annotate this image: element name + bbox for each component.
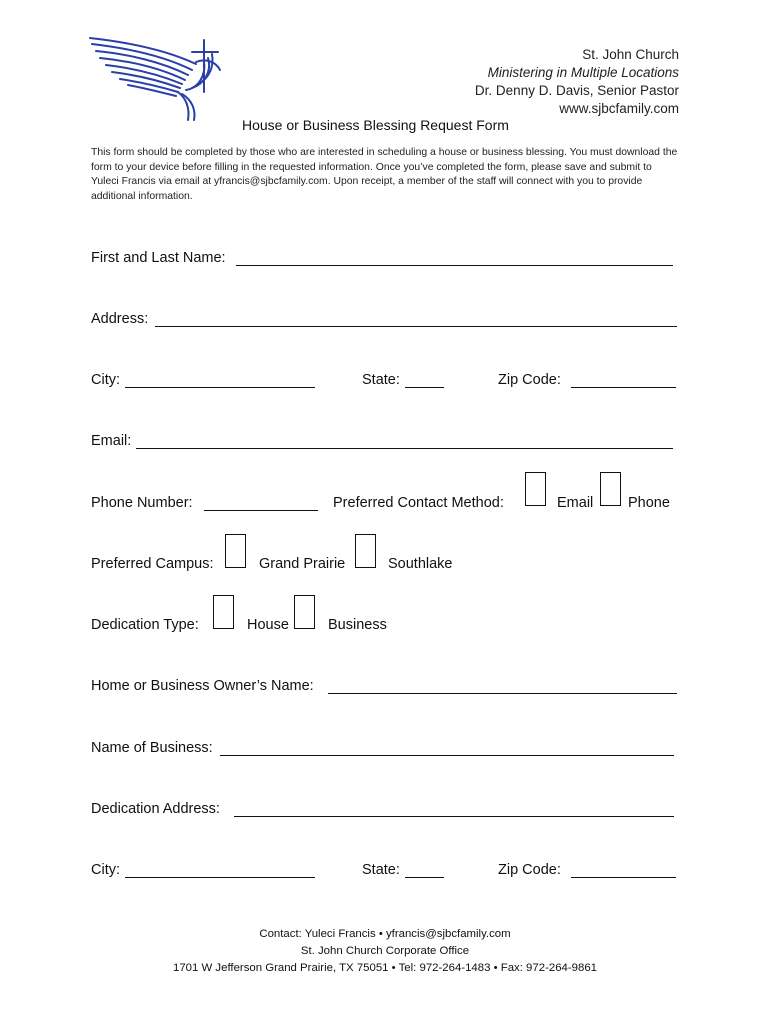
- campus-label: Preferred Campus:: [91, 556, 214, 572]
- phone-label: Phone Number:: [91, 495, 193, 511]
- name-label: First and Last Name:: [91, 250, 226, 266]
- city-label: City:: [91, 372, 120, 388]
- campus-southlake-label: Southlake: [388, 556, 453, 572]
- owner-name-label: Home or Business Owner’s Name:: [91, 678, 314, 694]
- dedication-business-checkbox[interactable]: [294, 595, 315, 629]
- footer-contact: Contact: Yuleci Francis • yfrancis@sjbcfamily.com: [259, 928, 511, 940]
- dedication-city-label: City:: [91, 862, 120, 878]
- footer-office: St. John Church Corporate Office: [300, 945, 470, 957]
- dedication-state-label: State:: [362, 862, 400, 878]
- dedication-house-checkbox[interactable]: [213, 595, 234, 629]
- dedication-zip-field[interactable]: [571, 877, 676, 878]
- business-name-field[interactable]: [220, 755, 674, 756]
- campus-southlake-checkbox[interactable]: [355, 534, 376, 568]
- state-field[interactable]: [405, 387, 444, 388]
- dove-cross-icon: [86, 32, 236, 124]
- dedication-zip-label: Zip Code:: [498, 862, 561, 878]
- name-field[interactable]: [236, 265, 673, 266]
- dedication-state-field[interactable]: [405, 877, 444, 878]
- email-label: Email:: [91, 433, 132, 449]
- church-name: St. John Church: [582, 47, 679, 62]
- dedication-address-field[interactable]: [234, 816, 674, 817]
- state-label: State:: [362, 372, 400, 388]
- dedication-business-label: Business: [328, 617, 387, 633]
- contact-email-checkbox[interactable]: [525, 472, 546, 506]
- address-field[interactable]: [155, 326, 677, 327]
- campus-grand-prairie-checkbox[interactable]: [225, 534, 246, 568]
- intro-paragraph: This form should be completed by those who are interested in scheduling a house or business blessing. You must download the form to your device before filling in the requested information. Once you’ve completed the form, please save and submit to Yuleci Francis via email at yfrancis@sjbcfamily.com. Upon receipt, a member of the staff will connect with you to provide additional information.: [91, 147, 678, 202]
- campus-grand-prairie-label: Grand Prairie: [259, 556, 346, 572]
- zip-label: Zip Code:: [498, 372, 561, 388]
- church-tagline: Ministering in Multiple Locations: [487, 65, 679, 80]
- contact-phone-checkbox[interactable]: [600, 472, 621, 506]
- pastor-name: Dr. Denny D. Davis, Senior Pastor: [474, 83, 679, 98]
- dedication-city-field[interactable]: [125, 877, 315, 878]
- footer-address: 1701 W Jefferson Grand Prairie, TX 75051 • Tel: 972-264-1483 • Fax: 972-264-9861: [173, 962, 597, 974]
- address-label: Address:: [91, 311, 149, 327]
- phone-field[interactable]: [204, 510, 318, 511]
- dedication-address-label: Dedication Address:: [91, 801, 220, 817]
- form-title: House or Business Blessing Request Form: [242, 117, 509, 133]
- contact-phone-label: Phone: [628, 495, 670, 511]
- dedication-type-label: Dedication Type:: [91, 617, 199, 633]
- city-field[interactable]: [125, 387, 315, 388]
- owner-name-field[interactable]: [328, 693, 677, 694]
- email-field[interactable]: [136, 448, 673, 449]
- contact-method-label: Preferred Contact Method:: [333, 495, 504, 511]
- zip-field[interactable]: [571, 387, 676, 388]
- contact-email-label: Email: [557, 495, 594, 511]
- church-website: www.sjbcfamily.com: [559, 101, 679, 116]
- dedication-house-label: House: [247, 617, 289, 633]
- church-header: [475, 46, 679, 118]
- footer: [0, 926, 770, 977]
- business-name-label: Name of Business:: [91, 740, 213, 756]
